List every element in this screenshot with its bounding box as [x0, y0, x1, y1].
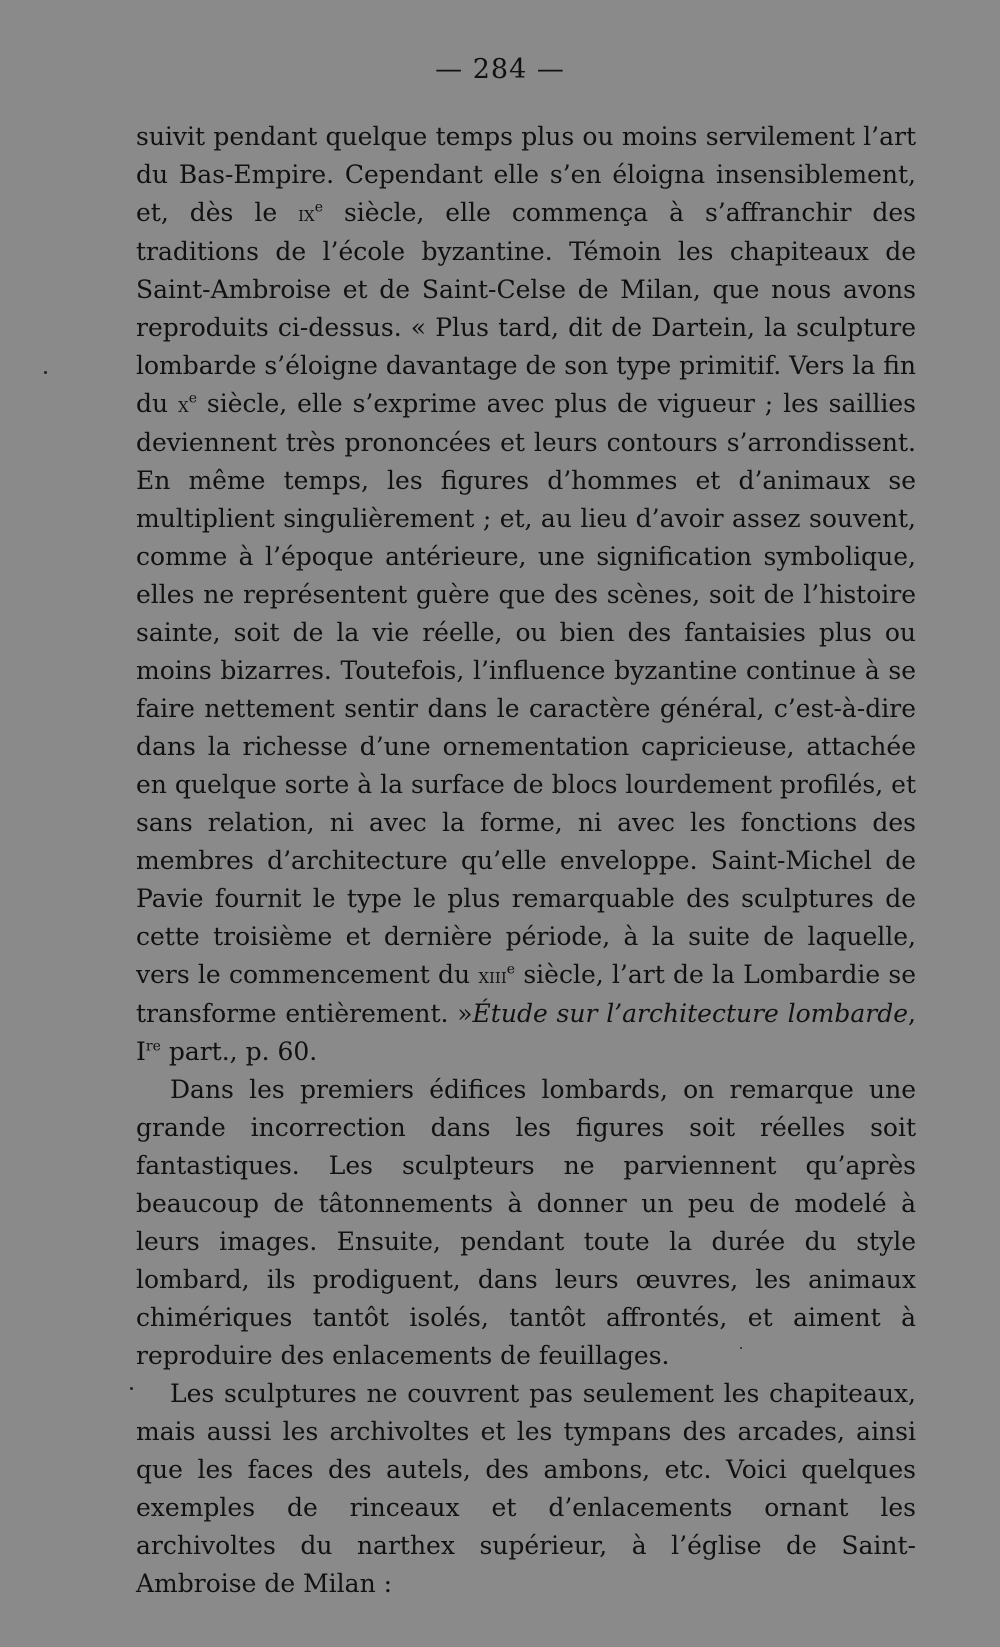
ordinal-superscript: e — [314, 199, 324, 216]
ordinal-superscript: e — [188, 390, 197, 407]
paragraph-1-part-a: suivit pendant quelque temps plus ou moins servilement l’art du Bas-Empire. Cependant elle s’en éloigna insensiblement, et, dès le — [136, 122, 916, 227]
body-text — [136, 118, 916, 1603]
citation-part-label: , I — [136, 999, 916, 1066]
century-numeral-ix: ix — [298, 202, 315, 226]
paragraph-3: Les sculptures ne couvrent pas seulement les chapiteaux, mais aussi les archivoltes et les tympans des arcades, ainsi que les faces des autels, des ambons, etc. Voici quelques exemples de rinceaux et d’enlacements ornant les archivoltes du narthex supérieur, à l’église de Saint-Ambroise de Milan : — [136, 1379, 916, 1598]
century-numeral-xiii: xiii — [478, 964, 507, 988]
ordinal-superscript: re — [145, 1038, 161, 1055]
print-speck-mark — [44, 371, 47, 374]
paragraph-1-part-c: siècle, elle s’exprime avec plus de vigueur ; les saillies deviennent très prononcées et leurs contours s’arrondissent. En même temps, les figures d’hommes et d’animaux se multiplient singulièrement ; et, au lieu d’avoir assez souvent, comme à l’époque antérieure, une signification symbolique, elles ne représentent guère que des scènes, soit de l’histoire sainte, soit de la vie réelle, ou bien des fantaisies plus ou moins bizarres. Toutefois, l’influence byzantine continue à se faire nettement sentir dans le caractère général, c’est-à-dire dans la richesse d’une ornementation capricieuse, attachée en quelque sorte à la surface de blocs lourdement profilés, et sans relation, ni avec la forme, ni avec les fonctions des membres d’architecture qu’elle enveloppe. Saint-Michel de Pavie fournit le type le plus remarquable des sculptures de cette troisième et dernière période, à la suite de laquelle, vers le commencement du — [136, 389, 916, 989]
paragraph-1-part-b: siècle, elle commença à s’affranchir des traditions de l’école byzantine. Témoin les chapiteaux de Saint-Ambroise et de Saint-Celse de Milan, que nous avons reproduits ci-dessus. « Plus tard, dit de Dartein, la sculpture lombarde s’éloigne davantage de son type primitif. Vers la fin du — [136, 198, 916, 418]
page-number: — 284 — — [435, 54, 565, 85]
paragraph-1 — [136, 118, 916, 1071]
citation-title: Étude sur l’architecture lombarde — [472, 999, 909, 1028]
print-speck-mark — [130, 1387, 133, 1390]
century-numeral-x: x — [178, 393, 189, 417]
ordinal-superscript: e — [506, 961, 516, 978]
print-speck-mark — [740, 1347, 742, 1349]
paragraph-1-part-d: siècle, l’art de la Lombardie se transforme entièrement. » — [136, 960, 917, 1028]
paragraph-2: Dans les premiers édifices lombards, on remarque une grande incorrection dans les figures soit réelles soit fantastiques. Les sculpteurs ne parviennent qu’après beaucoup de tâtonnements à donner un peu de modelé à leurs images. Ensuite, pendant toute la durée du style lombard, ils prodiguent, dans leurs œuvres, les animaux chimériques tantôt isolés, tantôt affrontés, et aiment à reproduire des enlacements de feuillages. — [136, 1075, 916, 1370]
citation-page-reference: part., p. 60. — [160, 1037, 318, 1066]
